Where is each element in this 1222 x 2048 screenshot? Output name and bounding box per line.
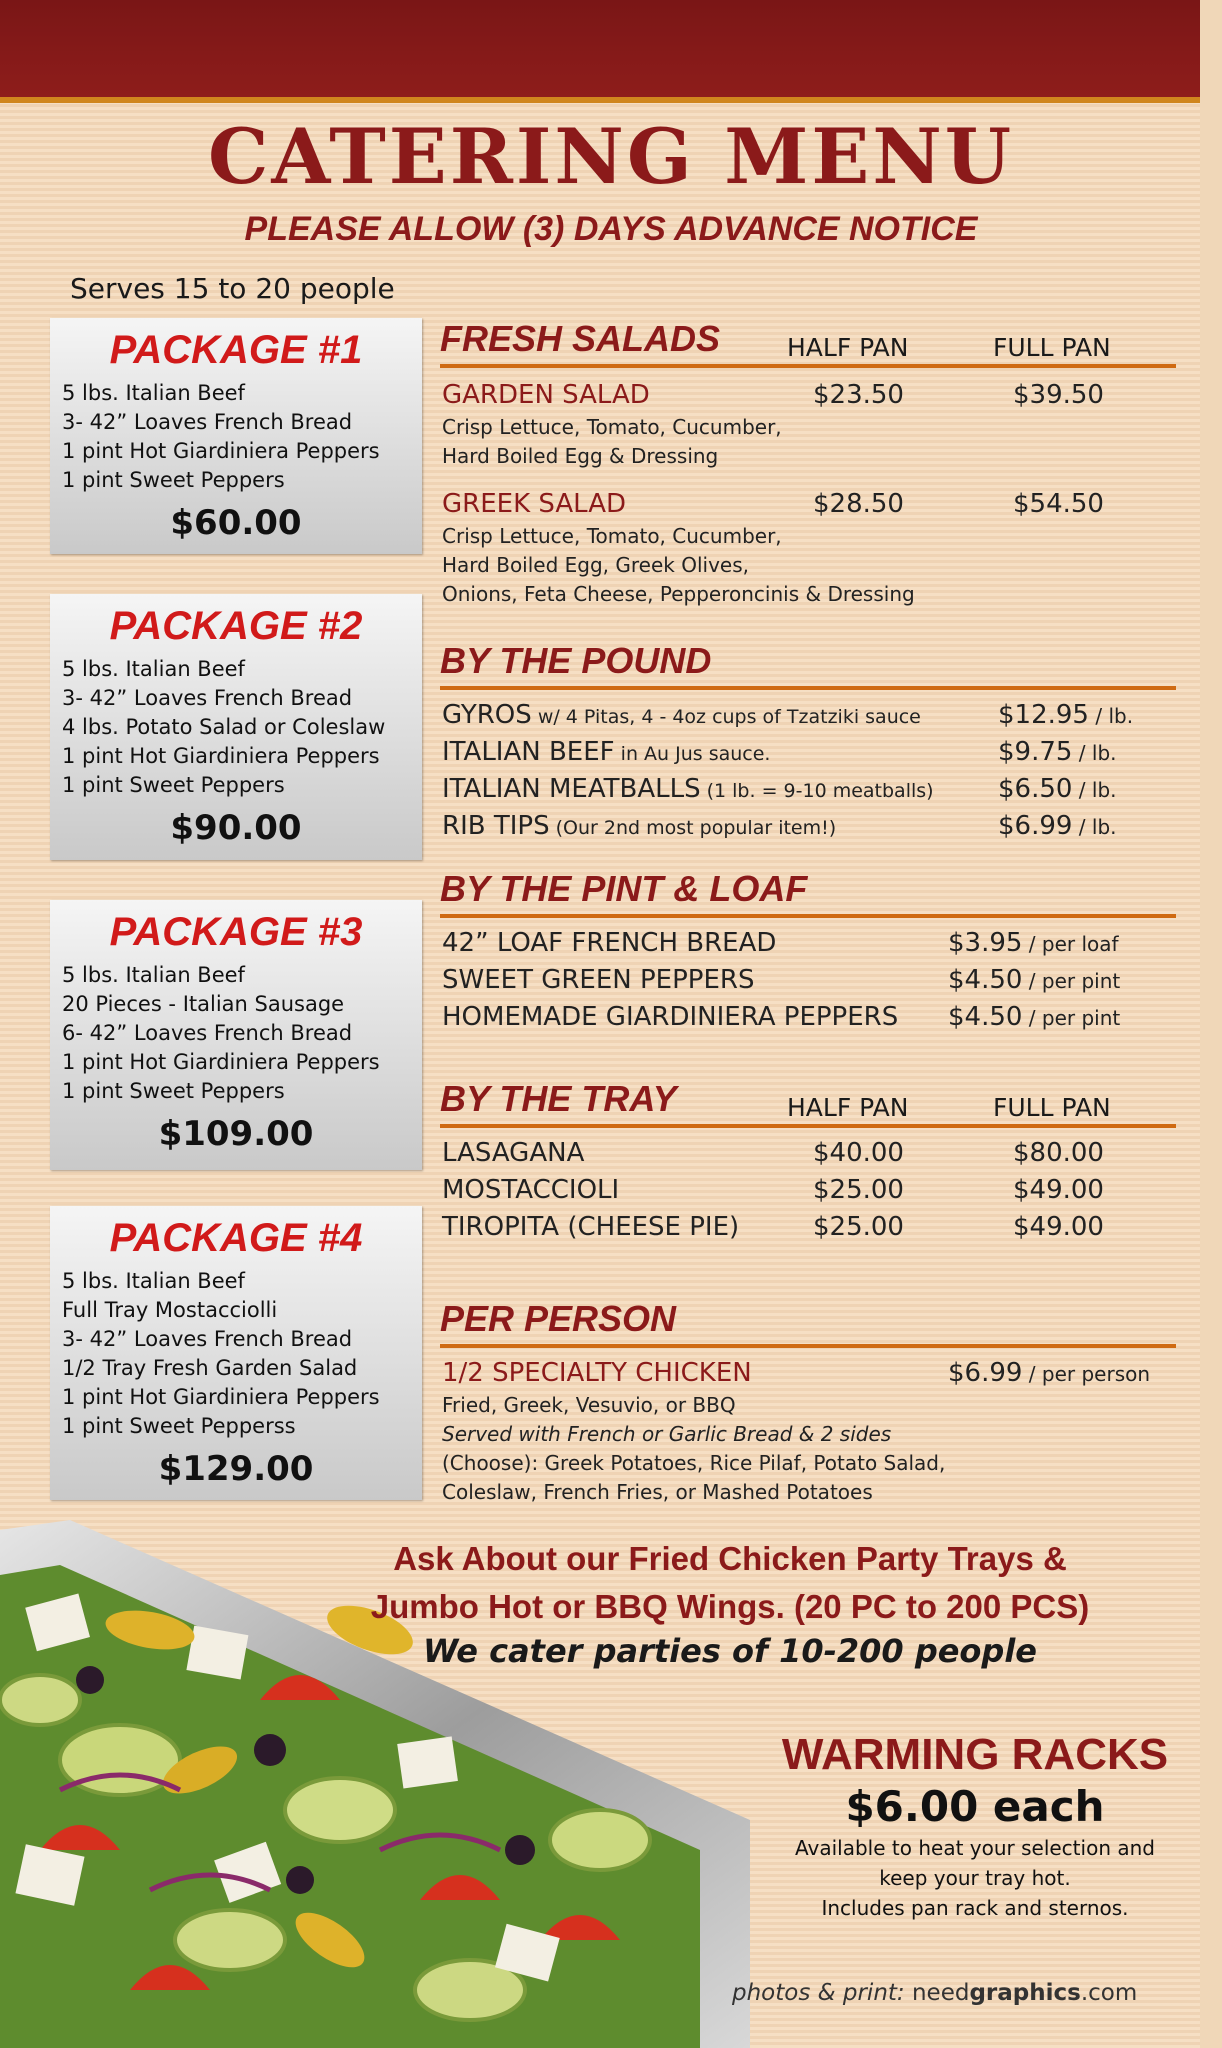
price-unit: / per pint <box>1022 969 1121 993</box>
item-name: GREEK SALAD <box>442 489 627 519</box>
package-item: 5 lbs. Italian Beef <box>62 381 245 405</box>
package-item: 1 pint Sweet Peppers <box>62 773 285 797</box>
description-line: Onions, Feta Cheese, Pepperoncinis & Dressing <box>442 582 915 606</box>
menu-item-row <box>440 961 1176 998</box>
item-price <box>998 737 1117 767</box>
description-line: Served with French or Garlic Bread & 2 sides <box>442 1422 892 1446</box>
package-card-3 <box>50 900 422 1170</box>
package-item: 1 pint Hot Giardiniera Peppers <box>62 744 380 768</box>
menu-item-row <box>440 998 1176 1035</box>
full-price: $49.00 <box>1013 1212 1104 1242</box>
description-line: Fried, Greek, Vesuvio, or BBQ <box>442 1393 736 1417</box>
package-items <box>62 1267 422 1441</box>
top-banner <box>0 0 1222 97</box>
section-header <box>440 314 1176 368</box>
price-value: $12.95 <box>998 700 1089 730</box>
section-title: FRESH SALADS <box>440 318 721 359</box>
item-label: ITALIAN BEEF <box>442 737 615 767</box>
section-title: PER PERSON <box>440 1298 677 1339</box>
warming-title: WARMING RACKS <box>781 1730 1169 1779</box>
item-price <box>998 811 1117 841</box>
menu-item-row <box>440 485 1176 522</box>
description-line: keep your tray hot. <box>879 1866 1071 1890</box>
menu-item-row <box>440 1171 1176 1208</box>
description-line: Crisp Lettuce, Tomato, Cucumber, <box>442 524 782 548</box>
item-name: MOSTACCIOLI <box>442 1175 620 1205</box>
section-title: BY THE POUND <box>440 640 712 681</box>
price-value: $3.95 <box>948 928 1023 958</box>
menu-item-row <box>440 376 1176 413</box>
half-price: $40.00 <box>813 1138 904 1168</box>
party-size-note: We cater parties of 10-200 people <box>423 1632 1037 1670</box>
half-price: $25.00 <box>813 1175 904 1205</box>
description-line: (Choose): Greek Potatoes, Rice Pilaf, Potato Salad, <box>442 1451 946 1475</box>
item-price <box>948 1358 1150 1388</box>
price-value: $4.50 <box>948 965 1023 995</box>
serves-note: Serves 15 to 20 people <box>70 272 395 305</box>
package-item: 3- 42” Loaves French Bread <box>62 410 353 434</box>
description-line: Available to heat your selection and <box>795 1836 1155 1860</box>
section-header <box>440 1074 1176 1128</box>
by-the-pound-section <box>440 636 1176 844</box>
credit-prefix: photos & print: <box>732 1980 912 2006</box>
full-price: $54.50 <box>1013 489 1104 519</box>
package-item: 4 lbs. Potato Salad or Coleslaw <box>62 715 386 739</box>
full-pan-header: FULL PAN <box>993 333 1111 362</box>
item-note: (Our 2nd most popular item!) <box>549 817 837 839</box>
print-credit <box>732 1980 1137 2006</box>
price-value: $9.75 <box>998 737 1073 767</box>
package-price: $60.00 <box>170 503 302 543</box>
promo-line: Ask About our Fried Chicken Party Trays & <box>393 1540 1067 1577</box>
item-name: SWEET GREEN PEPPERS <box>442 965 755 995</box>
fresh-salads-section <box>440 314 1176 609</box>
warming-price: $6.00 each <box>845 1782 1105 1831</box>
full-price: $39.50 <box>1013 380 1104 410</box>
item-price <box>948 1002 1120 1032</box>
package-items <box>62 379 422 495</box>
price-unit: / per pint <box>1022 1006 1121 1030</box>
item-price <box>948 965 1120 995</box>
item-price <box>998 700 1133 730</box>
package-item: 1 pint Sweet Peppers <box>62 1079 285 1103</box>
package-item: 3- 42” Loaves French Bread <box>62 1327 353 1351</box>
menu-item-row <box>440 924 1176 961</box>
package-item: 5 lbs. Italian Beef <box>62 657 245 681</box>
price-value: $6.99 <box>948 1358 1023 1388</box>
menu-item-row <box>440 1134 1176 1171</box>
menu-item-row <box>440 807 1176 844</box>
item-name <box>442 737 770 767</box>
package-card-1 <box>50 318 422 554</box>
half-price: $25.00 <box>813 1212 904 1242</box>
per-person-section <box>440 1294 1176 1507</box>
menu-title: CATERING MENU <box>207 112 1015 201</box>
warming-description <box>740 1833 1210 1923</box>
package-items <box>62 655 422 800</box>
menu-item-row <box>440 733 1176 770</box>
full-price: $80.00 <box>1013 1138 1104 1168</box>
menu-item-row <box>440 1354 1176 1391</box>
package-item: 5 lbs. Italian Beef <box>62 1269 245 1293</box>
menu-item-row <box>440 1208 1176 1245</box>
item-label: RIB TIPS <box>442 811 550 841</box>
by-the-tray-section <box>440 1074 1176 1245</box>
half-pan-header: HALF PAN <box>787 1093 909 1122</box>
by-the-pint-section <box>440 864 1176 1035</box>
package-item: Full Tray Mostacciolli <box>62 1298 278 1322</box>
section-title: BY THE TRAY <box>440 1078 677 1119</box>
package-item: 6- 42” Loaves French Bread <box>62 1021 353 1045</box>
package-card-4 <box>50 1206 422 1500</box>
package-item: 1 pint Sweet Peppers <box>62 468 285 492</box>
price-unit: / per loaf <box>1022 932 1119 956</box>
description-line: Includes pan rack and sternos. <box>821 1896 1129 1920</box>
full-pan-header: FULL PAN <box>993 1093 1111 1122</box>
package-price: $129.00 <box>158 1449 314 1489</box>
item-label: GYROS <box>442 700 532 730</box>
top-banner-edge <box>0 97 1222 103</box>
item-name <box>442 811 836 841</box>
item-note: (1 lb. = 9-10 meatballs) <box>700 780 934 802</box>
credit-need: need <box>911 1980 970 2006</box>
price-unit: / lb. <box>1072 815 1117 839</box>
package-item: 3- 42” Loaves French Bread <box>62 686 353 710</box>
package-price: $90.00 <box>170 808 302 848</box>
package-item: 5 lbs. Italian Beef <box>62 963 245 987</box>
package-title: PACKAGE #2 <box>109 604 363 648</box>
menu-item-row <box>440 770 1176 807</box>
item-name <box>442 700 921 730</box>
price-unit: / lb. <box>1088 704 1134 728</box>
package-price: $109.00 <box>158 1114 314 1154</box>
price-value: $4.50 <box>948 1002 1023 1032</box>
package-title: PACKAGE #4 <box>109 1216 363 1260</box>
package-item: 1 pint Hot Giardiniera Peppers <box>62 439 380 463</box>
item-description <box>442 413 1176 471</box>
promo-line: Jumbo Hot or BBQ Wings. (20 PC to 200 PCS) <box>370 1588 1090 1625</box>
item-label: ITALIAN MEATBALLS <box>442 774 701 804</box>
item-description <box>442 1391 1176 1507</box>
half-price: $23.50 <box>813 380 904 410</box>
package-title: PACKAGE #3 <box>109 910 363 954</box>
item-name: 1/2 SPECIALTY CHICKEN <box>442 1358 752 1388</box>
price-value: $6.99 <box>998 811 1073 841</box>
price-unit: / lb. <box>1072 741 1117 765</box>
section-title: BY THE PINT & LOAF <box>440 868 808 909</box>
item-description <box>442 522 1176 609</box>
description-line: Hard Boiled Egg, Greek Olives, <box>442 553 749 577</box>
full-price: $49.00 <box>1013 1175 1104 1205</box>
menu-item-row <box>440 696 1176 733</box>
credit-graphics: graphics <box>969 1980 1081 2006</box>
promo-text <box>300 1535 1160 1631</box>
section-header <box>440 636 1176 690</box>
item-price <box>948 928 1119 958</box>
package-item: 1 pint Sweet Pepperss <box>62 1414 296 1438</box>
item-name: LASAGANA <box>442 1138 585 1168</box>
item-name <box>442 774 934 804</box>
package-item: 1/2 Tray Fresh Garden Salad <box>62 1356 358 1380</box>
item-note: w/ 4 Pitas, 4 - 4oz cups of Tzatziki sauce <box>531 706 921 728</box>
half-pan-header: HALF PAN <box>787 333 909 362</box>
package-title: PACKAGE #1 <box>109 328 363 372</box>
package-items <box>62 961 422 1106</box>
package-item: 1 pint Hot Giardiniera Peppers <box>62 1385 380 1409</box>
item-name: HOMEMADE GIARDINIERA PEPPERS <box>442 1002 899 1032</box>
item-price <box>998 774 1117 804</box>
section-header <box>440 1294 1176 1348</box>
item-note: in Au Jus sauce. <box>614 743 771 765</box>
item-name: TIROPITA (CHEESE PIE) <box>442 1212 740 1242</box>
item-name: GARDEN SALAD <box>442 380 650 410</box>
package-item: 1 pint Hot Giardiniera Peppers <box>62 1050 380 1074</box>
price-unit: / per person <box>1022 1362 1151 1386</box>
package-card-2 <box>50 594 422 860</box>
section-header <box>440 864 1176 918</box>
description-line: Crisp Lettuce, Tomato, Cucumber, <box>442 415 782 439</box>
price-unit: / lb. <box>1072 778 1117 802</box>
package-item: 20 Pieces - Italian Sausage <box>62 992 345 1016</box>
advance-notice: PLEASE ALLOW (3) DAYS ADVANCE NOTICE <box>244 210 978 248</box>
item-name: 42” LOAF FRENCH BREAD <box>442 928 777 958</box>
price-value: $6.50 <box>998 774 1073 804</box>
warming-racks-block <box>740 1730 1210 1923</box>
credit-suffix: .com <box>1080 1980 1138 2006</box>
description-line: Coleslaw, French Fries, or Mashed Potatoes <box>442 1480 873 1504</box>
description-line: Hard Boiled Egg & Dressing <box>442 444 719 468</box>
half-price: $28.50 <box>813 489 904 519</box>
